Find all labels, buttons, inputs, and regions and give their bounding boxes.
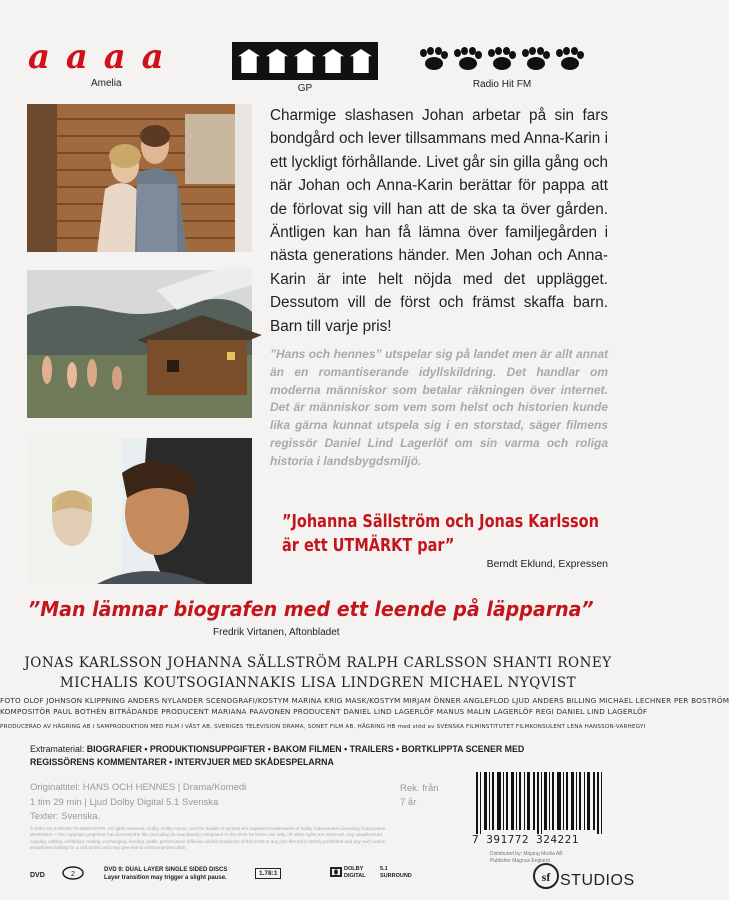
synopsis-text: Charmige slashasen Johan arbetar på sin fars bondgård och lever tillsammans med Anna-Karin i ett lyckligt förhållande. Livet går sin gilla gång och när Johan och Anna-Karin berättar för pappa att de förlovat sig vill han att de ska ta över gården. Äntligen kan han få lämna över familjegården i nästa generations händer. Men Johan och Anna-Karin är inte helt nöjda med det upplägget. Dessutom vill de först och främst skaffa barn. Barn till varje pris! (270, 107, 608, 335)
info-subs-line: Texter: Svenska. (30, 811, 101, 822)
studios-logo-text: STUDIOS (560, 872, 635, 889)
legal-text: © 2001 AB SVENSK FILMINDUSTRI. All rights reserved. Dolby, Dolby Atmos, and the double-D symbol are registered trademarks of Dolby Laboratories Licensing Corporation. WARNING – The copyright proprietor has licensed the film (including its soundtrack) comprised in this DVD for home use only. All other rights are reserved. Any unauthorized copying, editing, exhibition, renting, exchanging, lending, public performance diffusion and/or broadcast of this DVD or any part thereof is strictly prohibited and any such action establishes liability for a civil action and may give rise to criminal prosecution. (30, 826, 387, 850)
credits-line-1: FOTO OLOF JOHNSON KLIPPNING ANDERS NYLANDER SCENOGRAFI/KOSTYM MARINA KRIG MASK/KOSTYM MIRJAM ÖNNER ANGLEFLOD LJUD ANDERS BILLING MICHAEL LECHNER PER BOSTRÖM (0, 696, 729, 705)
dolby-label: DOLBY DIGITAL (344, 866, 366, 879)
extra-material-label: Extramaterial: (30, 744, 85, 754)
extra-material (30, 743, 590, 769)
age-rating-value: 7 år (400, 797, 417, 808)
gp-house-icon (294, 49, 316, 73)
cast-line-1: JONAS KARLSSON JOHANNA SÄLLSTRÖM RALPH CARLSSON SHANTI RONEY (24, 655, 612, 671)
age-rating (400, 782, 439, 810)
radio-rating-icons (420, 42, 584, 76)
info-title-line: Originaltitel: HANS OCH HENNES | Drama/Komedi (30, 782, 247, 793)
rating-amelia (28, 38, 166, 89)
extra-material-items: BIOGRAFIER • PRODUKTIONSUPPGIFTER • BAKOM FILMEN • TRAILERS • BORTKLIPPTA SCENER MED REGISSÖRENS KOMMENTARER • INTERVJUER MED SKÅDESPELARNA (30, 744, 525, 767)
distributor-text: Distributed by: Mojang Media AB Publisher Magnus England (490, 851, 563, 864)
cast-line-2: MICHALIS KOUTSOGIANNAKIS LISA LINDGREN MICHAEL NYQVIST (59, 675, 577, 691)
sf-logo-icon (532, 862, 560, 890)
paw-icon (488, 47, 516, 71)
review-quote-expressen: ”Johanna Sällström och Jonas Karlsson är ett UTMÄRKT par” (282, 512, 599, 556)
svg-text:2: 2 (71, 871, 75, 878)
director-quote: ”Hans och hennes” utspelar sig på landet men är allt annat än en romantiserande idyllskildring. Det handlar om moderna människor som betalar räkningen över internet. Det är människor som vem som helst och historien kunde lika gärna kunnat utspela sig i en storstad, säger filmens regissör Daniel Lind Lagerlöf om sin varma och roliga historia i landsbygdsmiljö. (270, 347, 608, 468)
photo-couple-porch (27, 104, 252, 252)
rating-caption-gp: GP (297, 83, 313, 94)
age-rating-label: Rek. från (400, 783, 439, 794)
credits-line-2: KOMPOSITÖR PAUL BOTHÉN BITRÄDANDE PRODUCENT MARIANA PAAVONEN PRODUCENT DANIEL LIND LAGERLÖF MANUS MALIN LAGERLÖF REGI DANIEL LIND LAGERLÖF (0, 707, 648, 716)
paw-icon (556, 47, 584, 71)
amelia-rating-marks: a a a a (28, 37, 166, 77)
dvd-logo: DVD (30, 872, 45, 879)
photo-car-couple (27, 438, 252, 584)
rating-radio (420, 42, 584, 90)
gp-rating-icons (232, 42, 378, 80)
paw-icon (522, 47, 550, 71)
paw-icon (420, 47, 448, 71)
region-globe-icon (62, 866, 84, 880)
review-attribution-expressen: Berndt Eklund, Expressen (486, 558, 608, 570)
aspect-ratio-badge: 1.78:1 (255, 868, 281, 879)
barcode-number: 7 391772 324221 (472, 833, 579, 846)
gp-house-icon (266, 49, 288, 73)
review-quote-aftonbladet: ”Man lämnar biografen med ett leende på läpparna” (28, 597, 594, 621)
paw-icon (454, 47, 482, 71)
disc-info (104, 866, 227, 882)
dolby-dd-icon (330, 867, 342, 877)
photo-sauna-lake (27, 270, 252, 418)
info-runtime-line: 1 tim 29 min | Ljud Dolby Digital 5.1 Svenska (30, 797, 219, 808)
rating-caption-radio: Radio Hit FM (472, 79, 532, 90)
disc-info-line-1: DVD 9: DUAL LAYER SINGLE SIDED DISCS (104, 867, 228, 873)
surround-label: 5.1 SURROUND (380, 866, 412, 879)
barcode (474, 772, 604, 834)
credits-line-3: PRODUCERAD AV HÄGRING AB I SAMPRODUKTION MED FILM I VÄST AB, SVERIGES TELEVISION DRAMA, SONET FILM AB, HÄGRING HB med stöd av SVENSKA FILMINSTITUTET FILMKONSULENT LENA HANSSON-VARHEGYI (0, 724, 646, 730)
gp-house-icon (238, 49, 260, 73)
gp-house-icon (322, 49, 344, 73)
review-attribution-aftonbladet: Fredrik Virtanen, Aftonbladet (213, 627, 340, 638)
disc-info-line-2: Layer transition may trigger a slight pause. (104, 875, 227, 881)
gp-house-icon (350, 49, 372, 73)
rating-caption-amelia: Amelia (91, 78, 122, 89)
svg-text:sf: sf (541, 870, 551, 884)
rating-gp (232, 42, 378, 94)
